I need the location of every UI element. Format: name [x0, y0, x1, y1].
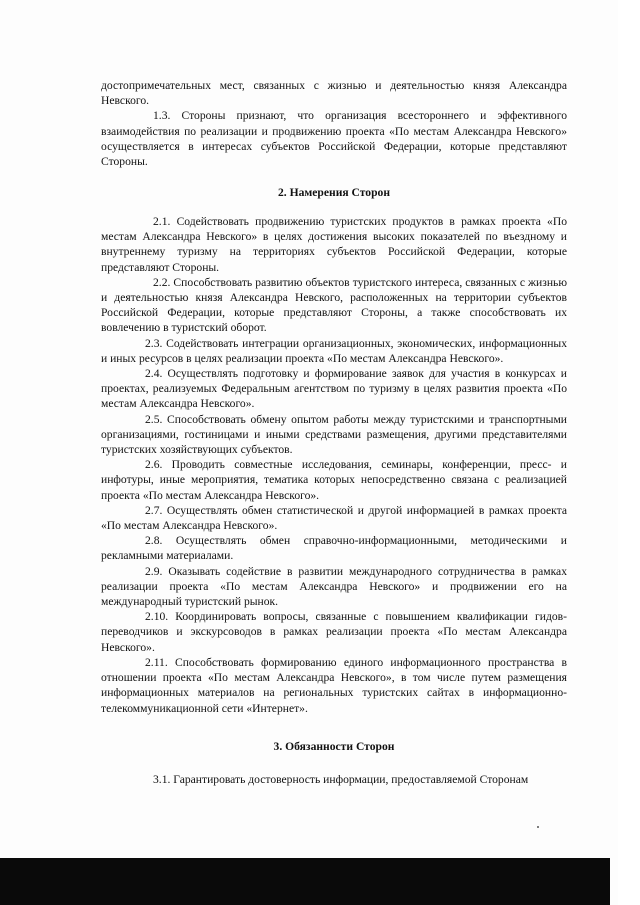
section-3-body	[101, 772, 567, 787]
clause-2-5: 2.5. Способствовать обмену опытом работы между туристскими и транспортными организациями, гостиницами и иными средствами размещения, другими представителями туристских хозяйствующих субъектов.	[101, 412, 567, 457]
clause-2-7: 2.7. Осуществлять обмен статистической и другой информацией в рамках проекта «По местам Александра Невского».	[101, 503, 567, 533]
section-2-heading: 2. Намерения Сторон	[277, 186, 391, 199]
section-2-body	[101, 214, 567, 716]
clause-2-6: 2.6. Проводить совместные исследования, семинары, конференции, пресс- и инфотуры, иные мероприятия, тематика которых непосредственно связана с реализацией проекта «По местам Александра Невского».	[101, 458, 567, 502]
clause-2-10: 2.10. Координировать вопросы, связанные с повышением квалификации гидов-переводчиков и экскурсоводов в рамках реализации проекта «По местам Александра Невского».	[101, 610, 567, 654]
intro-continuation: достопримечательных мест, связанных с жизнью и деятельностью князя Александра Невского.	[101, 79, 567, 108]
clause-2-3: 2.3. Содействовать интеграции организационных, экономических, информационных и иных ресурсов в целях реализации проекта «По местам Александра Невского».	[101, 336, 567, 365]
clause-2-2: 2.2. Способствовать развитию объектов туристского интереса, связанных с жизнью и деятельностью князя Александра Невского, расположенных на территории субъектов Российской Федерации, которые представляют Стороны, а также способствовать их вовлечению в туристский оборот.	[101, 275, 567, 335]
section-3-heading: 3. Обязанности Сторон	[273, 740, 395, 753]
clause-2-1: 2.1. Содействовать продвижению туристских продуктов в рамках проекта «По местам Александра Невского» в целях достижения высоких показателей по въездному и внутреннему туризму на территориях субъектов Российской Федерации, которые представляют Стороны.	[101, 215, 567, 274]
clause-1-3: 1.3. Стороны признают, что организация всестороннего и эффективного взаимодействия по реализации и продвижению проекта «По местам Александра Невского» осуществляется в интересах субъектов Российской Федерации, которые представляют Стороны.	[101, 109, 567, 169]
scan-margin	[618, 0, 640, 905]
clause-2-11: 2.11. Способствовать формированию единого информационного пространства в отношении проекта «По местам Александра Невского», в том числе путем размещения информационных материалов на региональных туристских сайтах в информационно-телекоммуникационной сети «Интернет».	[101, 655, 567, 715]
scan-speck	[537, 826, 539, 828]
clause-3-1: 3.1. Гарантировать достоверность информации, предоставляемой Сторонам	[153, 773, 529, 786]
clause-2-4: 2.4. Осуществлять подготовку и формирование заявок для участия в конкурсах и проектах, реализуемых Федеральным агентством по туризму в целях развития проекта «По местам Александра Невского».	[101, 367, 567, 411]
scan-border-bar	[0, 858, 610, 905]
intro-block	[101, 78, 567, 169]
clause-2-9: 2.9. Оказывать содействие в развитии международного сотрудничества в рамках реализации проекта «По местам Александра Невского» и продвижении его на международный туристский рынок.	[101, 564, 567, 609]
clause-2-8: 2.8. Осуществлять обмен справочно-информационными, методическими и рекламными материалами.	[101, 534, 567, 563]
